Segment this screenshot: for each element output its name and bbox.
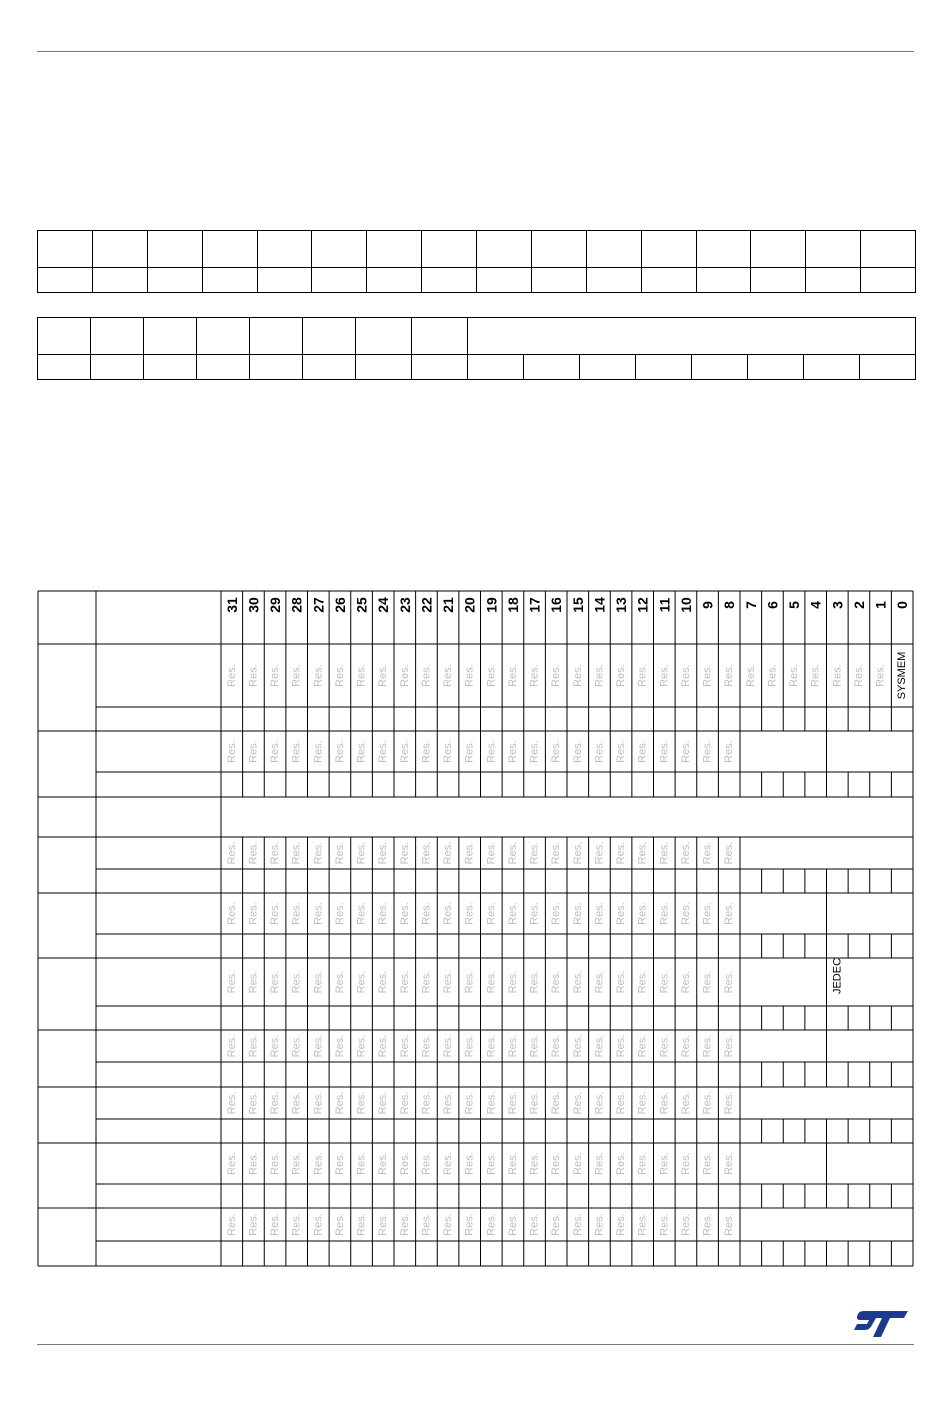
reserved-bit-label: Res.: [377, 841, 390, 865]
reserved-bit-label: Res.: [225, 970, 238, 994]
bit-number-label: 11: [656, 597, 673, 613]
reserved-bit-label: Res.: [355, 1091, 368, 1115]
reserved-bit-label: Res.: [485, 1091, 498, 1115]
reserved-bit-label: Res.: [290, 1034, 303, 1058]
reserved-bit-label: Res.: [723, 664, 736, 687]
reserved-bit-label: Res.: [679, 1213, 692, 1236]
reserved-bit-label: Res.: [550, 841, 563, 865]
reserved-bit-label: Res.: [636, 1034, 649, 1058]
reserved-bit-label: Res.: [679, 841, 692, 865]
reserved-bit-label: Res.: [377, 1091, 390, 1115]
reserved-bit-label: Res.: [506, 1213, 519, 1236]
bit-number-label: 15: [569, 597, 586, 613]
bit-number-label: 18: [504, 597, 521, 613]
reserved-bit-label: Res.: [463, 1213, 476, 1236]
reserved-bit-label: Res.: [420, 902, 433, 925]
reserved-bit-label: Res.: [593, 1091, 606, 1115]
bit-number-label: 17: [526, 597, 543, 613]
reserved-bit-label: Res.: [679, 740, 692, 763]
reserved-bit-label: Res.: [290, 1213, 303, 1236]
reserved-bit-label: Res.: [658, 1213, 671, 1236]
reserved-bit-label: Res.: [312, 970, 325, 994]
bit-number-label: 9: [699, 601, 716, 609]
reserved-bit-label: Res.: [420, 970, 433, 994]
reserved-bit-label: Res.: [290, 664, 303, 687]
reserved-bit-label: Res.: [442, 740, 455, 763]
reserved-bit-label: Res.: [355, 841, 368, 865]
reserved-bit-label: Res.: [658, 902, 671, 925]
reserved-bit-label: Res.: [723, 902, 736, 925]
reserved-bit-label: Res.: [550, 1152, 563, 1175]
reserved-bit-label: Res.: [615, 970, 628, 994]
reserved-bit-label: Res.: [658, 740, 671, 763]
reserved-bit-label: Res.: [571, 740, 584, 763]
reserved-bit-label: Res.: [247, 970, 260, 994]
reserved-bit-label: Res.: [571, 1091, 584, 1115]
reserved-bit-label: Res.: [463, 740, 476, 763]
reserved-bit-label: Res.: [485, 1152, 498, 1175]
reserved-bit-label: Res.: [312, 1034, 325, 1058]
reserved-bit-label: Res.: [679, 1152, 692, 1175]
reserved-bit-label: Res.: [247, 1152, 260, 1175]
reserved-bit-label: Res.: [312, 740, 325, 763]
reserved-bit-label: Res.: [225, 1034, 238, 1058]
reserved-bit-label: Res.: [528, 902, 541, 925]
bit-number-label: 30: [245, 597, 262, 613]
reserved-bit-label: Res.: [398, 1152, 411, 1175]
reserved-bit-label: Res.: [831, 664, 844, 687]
reserved-bit-label: Res.: [506, 1091, 519, 1115]
reserved-bit-label: Res.: [615, 740, 628, 763]
reserved-bit-label: Res.: [377, 902, 390, 925]
reserved-bit-label: Res.: [247, 664, 260, 687]
reserved-bit-label: Res.: [225, 1091, 238, 1115]
reserved-bit-label: Res.: [528, 1152, 541, 1175]
bit-number-label: 16: [548, 597, 565, 613]
reserved-bit-label: Res.: [506, 1152, 519, 1175]
reserved-bit-label: Res.: [247, 1034, 260, 1058]
reserved-bit-label: Res.: [636, 1152, 649, 1175]
reserved-bit-label: Res.: [506, 841, 519, 865]
reserved-bit-label: Res.: [398, 902, 411, 925]
reserved-bit-label: Res.: [290, 902, 303, 925]
reserved-bit-label: Res.: [225, 664, 238, 687]
reserved-bit-label: Res.: [874, 664, 887, 687]
st-logo-icon: [852, 1308, 910, 1340]
reserved-bit-label: Res.: [636, 664, 649, 687]
reserved-bit-label: Res.: [528, 664, 541, 687]
bit-number-label: 20: [461, 597, 478, 613]
bit-number-label: 22: [418, 597, 435, 613]
reserved-bit-label: Res.: [615, 902, 628, 925]
reserved-bit-label: Res.: [571, 841, 584, 865]
reserved-bit-label: Res.: [615, 1152, 628, 1175]
reserved-bit-label: Res.: [723, 1091, 736, 1115]
reserved-bit-label: Res.: [550, 902, 563, 925]
reserved-bit-label: Res.: [377, 740, 390, 763]
reserved-bit-label: Res.: [701, 1091, 714, 1115]
reserved-bit-label: Res.: [506, 970, 519, 994]
jedec-field-label: JEDEC: [831, 957, 844, 995]
reserved-bit-label: Res.: [528, 1091, 541, 1115]
reserved-bit-label: Res.: [593, 1152, 606, 1175]
bit-number-label: 3: [829, 601, 846, 609]
reserved-bit-label: Res.: [679, 1091, 692, 1115]
reserved-bit-label: Res.: [485, 1034, 498, 1058]
reserved-bit-label: Res.: [269, 1034, 282, 1058]
reserved-bit-label: Res.: [398, 1213, 411, 1236]
bit-number-label: 2: [850, 601, 867, 609]
reserved-bit-label: Res.: [290, 1152, 303, 1175]
reserved-bit-label: Res.: [333, 664, 346, 687]
bit-number-label: 14: [591, 597, 608, 613]
reserved-bit-label: Res.: [420, 1034, 433, 1058]
reserved-bit-label: Res.: [528, 740, 541, 763]
reserved-bit-label: Res.: [420, 1213, 433, 1236]
reserved-bit-label: Res.: [442, 902, 455, 925]
reserved-bit-label: Res.: [550, 664, 563, 687]
reserved-bit-label: Res.: [485, 1213, 498, 1236]
reserved-bit-label: Res.: [442, 664, 455, 687]
reserved-bit-label: Res.: [333, 1034, 346, 1058]
reserved-bit-label: Res.: [658, 841, 671, 865]
bit-number-label: 5: [786, 601, 803, 609]
reserved-bit-label: Res.: [333, 970, 346, 994]
reserved-bit-label: Res.: [679, 664, 692, 687]
reserved-bit-label: Res.: [485, 841, 498, 865]
reserved-bit-label: Res.: [571, 902, 584, 925]
reserved-bit-label: Res.: [593, 902, 606, 925]
reserved-bit-label: Res.: [615, 664, 628, 687]
reserved-bit-label: Res.: [312, 1213, 325, 1236]
reserved-bit-label: Res.: [312, 664, 325, 687]
reserved-bit-label: Res.: [658, 1091, 671, 1115]
reserved-bit-label: Res.: [571, 970, 584, 994]
reserved-bit-label: Res.: [442, 841, 455, 865]
reserved-bit-label: Res.: [377, 1213, 390, 1236]
reserved-bit-label: Res.: [701, 664, 714, 687]
reserved-bit-label: Res.: [679, 1034, 692, 1058]
reserved-bit-label: Res.: [658, 1152, 671, 1175]
reserved-bit-label: Res.: [636, 740, 649, 763]
bit-number-label: 24: [375, 597, 392, 613]
bit-number-label: 23: [396, 597, 413, 613]
reserved-bit-label: Res.: [485, 664, 498, 687]
reserved-bit-label: Res.: [701, 740, 714, 763]
reserved-bit-label: Res.: [398, 740, 411, 763]
reserved-bit-label: Res.: [615, 841, 628, 865]
reserved-bit-label: Res.: [398, 841, 411, 865]
reserved-bit-label: Res.: [225, 841, 238, 865]
reserved-bit-label: Res.: [550, 740, 563, 763]
reserved-bit-label: Res.: [442, 1091, 455, 1115]
reserved-bit-label: Res.: [593, 1213, 606, 1236]
reserved-bit-label: Res.: [247, 902, 260, 925]
reserved-bit-label: Res.: [355, 1034, 368, 1058]
reserved-bit-label: Res.: [355, 740, 368, 763]
bit-number-label: 27: [310, 597, 327, 613]
bit-number-label: 7: [742, 601, 759, 609]
reserved-bit-label: Res.: [420, 664, 433, 687]
reserved-bit-label: Res.: [333, 740, 346, 763]
bit-number-label: 28: [288, 597, 305, 613]
footer-rule: [37, 1344, 914, 1345]
reserved-bit-label: Res.: [744, 664, 757, 687]
reserved-bit-label: Res.: [485, 902, 498, 925]
reserved-bit-label: Res.: [550, 970, 563, 994]
reserved-bit-label: Res.: [528, 1034, 541, 1058]
reserved-bit-label: Res.: [528, 841, 541, 865]
reserved-bit-label: Res.: [571, 1213, 584, 1236]
bit-number-label: 0: [894, 601, 911, 609]
bit-number-label: 29: [267, 597, 284, 613]
reserved-bit-label: Res.: [636, 902, 649, 925]
reserved-bit-label: Res.: [333, 841, 346, 865]
reserved-bit-label: Res.: [420, 740, 433, 763]
reserved-bit-label: Res.: [506, 902, 519, 925]
reserved-bit-label: Res.: [636, 1213, 649, 1236]
bit-number-label: 25: [353, 597, 370, 613]
reserved-bit-label: Res.: [463, 1034, 476, 1058]
bit-number-label: 6: [764, 601, 781, 609]
bit-number-label: 13: [613, 597, 630, 613]
reserved-bit-label: Res.: [506, 740, 519, 763]
reserved-bit-label: Res.: [463, 664, 476, 687]
reserved-bit-label: Res.: [571, 1152, 584, 1175]
bit-number-label: 31: [223, 597, 240, 613]
reserved-bit-label: Res.: [247, 740, 260, 763]
reserved-bit-label: Res.: [723, 1213, 736, 1236]
sysmem-field-label: SYSMEM: [896, 651, 909, 700]
bit-number-label: 8: [721, 601, 738, 609]
reserved-bit-label: Res.: [312, 1091, 325, 1115]
reserved-bit-label: Res.: [398, 1034, 411, 1058]
reserved-bit-label: Res.: [355, 970, 368, 994]
reserved-bit-label: Res.: [463, 970, 476, 994]
reserved-bit-label: Res.: [377, 1034, 390, 1058]
reserved-bit-label: Res.: [593, 841, 606, 865]
reserved-bit-label: Res.: [290, 841, 303, 865]
reserved-bit-label: Res.: [593, 970, 606, 994]
reserved-bit-label: Res.: [550, 1034, 563, 1058]
reserved-bit-label: Res.: [506, 1034, 519, 1058]
reserved-bit-label: Res.: [485, 740, 498, 763]
bit-number-label: 12: [634, 597, 651, 613]
bit-number-label: 19: [483, 597, 500, 613]
reserved-bit-label: Res.: [247, 841, 260, 865]
reserved-bit-label: Res.: [463, 902, 476, 925]
reserved-bit-label: Res.: [463, 1091, 476, 1115]
reserved-bit-label: Res.: [463, 841, 476, 865]
reserved-bit-label: Res.: [333, 1152, 346, 1175]
reserved-bit-label: Res.: [723, 1152, 736, 1175]
bit-number-label: 21: [440, 597, 457, 613]
reserved-bit-label: Res.: [506, 664, 519, 687]
reserved-bit-label: Res.: [615, 1034, 628, 1058]
reserved-bit-label: Res.: [290, 970, 303, 994]
reserved-bit-label: Res.: [485, 970, 498, 994]
reserved-bit-label: Res.: [333, 1091, 346, 1115]
reserved-bit-label: Res.: [442, 970, 455, 994]
reserved-bit-label: Res.: [225, 902, 238, 925]
reserved-bit-label: Res.: [225, 740, 238, 763]
reserved-bit-label: Res.: [463, 1152, 476, 1175]
reserved-bit-label: Res.: [269, 664, 282, 687]
bit-number-label: 1: [872, 601, 889, 609]
reserved-bit-label: Res.: [225, 1152, 238, 1175]
reserved-bit-label: Res.: [658, 1034, 671, 1058]
reserved-bit-label: Res.: [269, 1213, 282, 1236]
reserved-bit-label: Res.: [658, 664, 671, 687]
reserved-bit-label: Res.: [701, 1034, 714, 1058]
reserved-bit-label: Res.: [398, 970, 411, 994]
reserved-bit-label: Res.: [225, 1213, 238, 1236]
reserved-bit-label: Res.: [355, 1152, 368, 1175]
reserved-bit-label: Res.: [571, 664, 584, 687]
reserved-bit-label: Res.: [723, 841, 736, 865]
reserved-bit-label: Res.: [377, 664, 390, 687]
reserved-bit-label: Res.: [377, 1152, 390, 1175]
reserved-bit-label: Res.: [636, 970, 649, 994]
bit-number-label: 26: [331, 597, 348, 613]
reserved-bit-label: Res.: [442, 1152, 455, 1175]
reserved-bit-label: Res.: [377, 970, 390, 994]
reserved-bit-label: Res.: [593, 740, 606, 763]
reserved-bit-label: Res.: [615, 1213, 628, 1236]
reserved-bit-label: Res.: [701, 970, 714, 994]
reserved-bit-label: Res.: [420, 841, 433, 865]
reserved-bit-label: Res.: [312, 1152, 325, 1175]
reserved-bit-label: Res.: [269, 841, 282, 865]
reserved-bit-label: Res.: [355, 664, 368, 687]
reserved-bit-label: Res.: [701, 841, 714, 865]
reserved-bit-label: Res.: [247, 1213, 260, 1236]
reserved-bit-label: Res.: [636, 841, 649, 865]
reserved-bit-label: Res.: [312, 902, 325, 925]
bit-number-label: 10: [677, 597, 694, 613]
reserved-bit-label: Res.: [290, 1091, 303, 1115]
reserved-bit-label: Res.: [550, 1091, 563, 1115]
reserved-bit-label: Res.: [442, 1034, 455, 1058]
reserved-bit-label: Res.: [269, 1091, 282, 1115]
reserved-bit-label: Res.: [615, 1091, 628, 1115]
reserved-bit-label: Res.: [355, 902, 368, 925]
reserved-bit-label: Res.: [593, 664, 606, 687]
reserved-bit-label: Res.: [852, 664, 865, 687]
reserved-bit-label: Res.: [679, 902, 692, 925]
reserved-bit-label: Res.: [312, 841, 325, 865]
reserved-bit-label: Res.: [420, 1152, 433, 1175]
reserved-bit-label: Res.: [269, 1152, 282, 1175]
reserved-bit-label: Res.: [247, 1091, 260, 1115]
reserved-bit-label: Res.: [571, 1034, 584, 1058]
reserved-bit-label: Res.: [333, 1213, 346, 1236]
reserved-bit-label: Res.: [723, 1034, 736, 1058]
reserved-bit-label: Res.: [269, 740, 282, 763]
reserved-bit-label: Res.: [355, 1213, 368, 1236]
reserved-bit-label: Res.: [420, 1091, 433, 1115]
bit-number-label: 4: [807, 601, 824, 609]
reserved-bit-label: Res.: [636, 1091, 649, 1115]
reserved-bit-label: Res.: [528, 1213, 541, 1236]
reserved-bit-label: Res.: [766, 664, 779, 687]
reserved-bit-label: Res.: [269, 970, 282, 994]
reserved-bit-label: Res.: [269, 902, 282, 925]
reserved-bit-label: Res.: [528, 970, 541, 994]
reserved-bit-label: Res.: [290, 740, 303, 763]
reserved-bit-label: Res.: [550, 1213, 563, 1236]
reserved-bit-label: Res.: [398, 664, 411, 687]
reserved-bit-label: Res.: [398, 1091, 411, 1115]
reserved-bit-label: Res.: [701, 1152, 714, 1175]
reserved-bit-label: Res.: [701, 902, 714, 925]
reserved-bit-label: Res.: [788, 664, 801, 687]
reserved-bit-label: Res.: [658, 970, 671, 994]
reserved-bit-label: Res.: [723, 970, 736, 994]
reserved-bit-label: Res.: [701, 1213, 714, 1236]
reserved-bit-label: Res.: [679, 970, 692, 994]
reserved-bit-label: Res.: [723, 740, 736, 763]
reserved-bit-label: Res.: [333, 902, 346, 925]
reserved-bit-label: Res.: [593, 1034, 606, 1058]
reserved-bit-label: Res.: [809, 664, 822, 687]
reserved-bit-label: Res.: [442, 1213, 455, 1236]
